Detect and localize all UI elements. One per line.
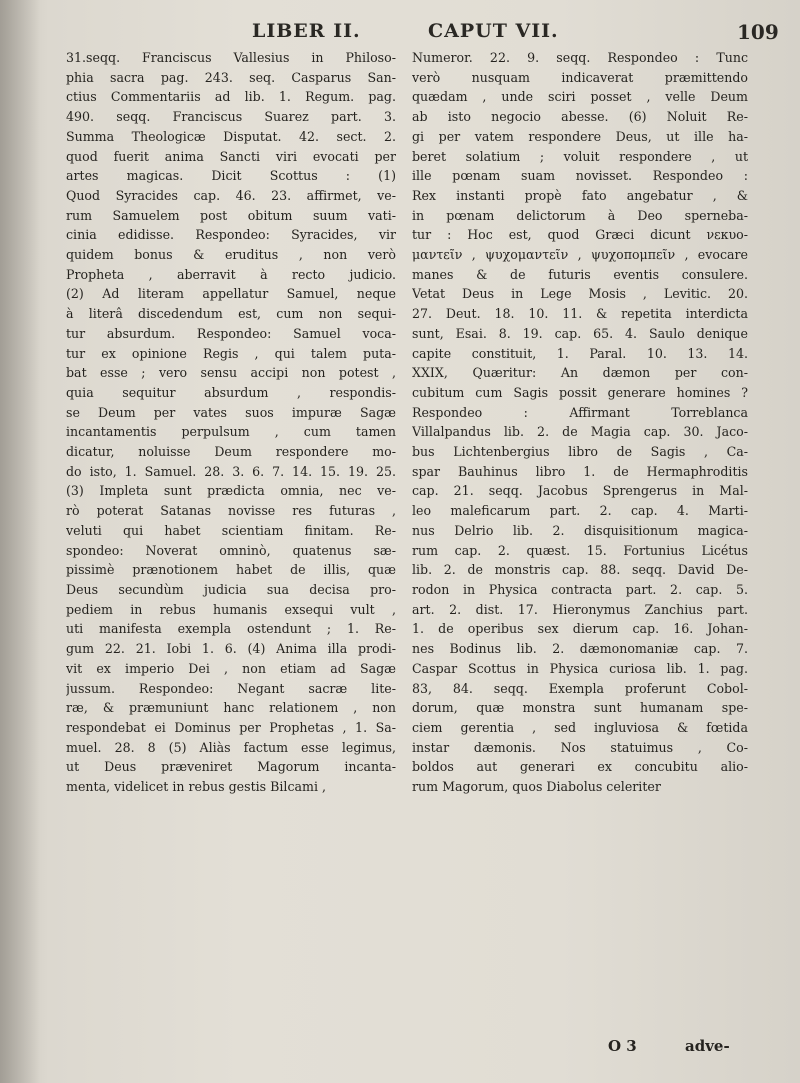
text-line: artes magicas. Dicit Scottus : (1): [66, 168, 396, 184]
text-line: bat esse ; vero sensu accipi non potest ,: [66, 365, 396, 381]
text-line: Rex instanti propè fato angebatur , &: [412, 187, 748, 203]
text-line: manes & de futuris eventis consulere.: [412, 266, 748, 282]
catchword: adve-: [685, 1037, 730, 1055]
text-line: quia sequitur absurdum , respondis-: [66, 384, 396, 400]
text-line: beret solatium ; voluit respondere , ut: [412, 148, 748, 164]
text-line: quidem bonus & eruditus , non verò: [66, 247, 396, 263]
text-line: (3) Impleta sunt prædicta omnia, nec ve-: [66, 483, 396, 499]
text-line: rum Magorum, quos Diabolus celeriter: [412, 779, 661, 795]
text-line: rò poterat Satanas novisse res futuras ,: [66, 503, 396, 519]
text-line: art. 2. dist. 17. Hieronymus Zanchius part.: [412, 601, 748, 617]
text-line: ille pœnam suam novisset. Respondeo :: [412, 168, 748, 184]
text-line: pediem in rebus humanis exsequi vult ,: [66, 601, 396, 617]
text-line: ab isto negocio abesse. (6) Noluit Re-: [412, 109, 748, 125]
text-line: 83, 84. seqq. Exempla proferunt Cobol-: [412, 680, 748, 696]
text-line: gum 22. 21. Iobi 1. 6. (4) Anima illa prodi-: [66, 641, 396, 657]
text-line: Vetat Deus in Lege Mosis , Levitic. 20.: [412, 286, 748, 302]
text-line: lib. 2. de monstris cap. 88. seqq. David De-: [412, 562, 748, 578]
text-line: ciem gerentia , sed ingluviosa & fœtida: [412, 719, 748, 735]
text-line: do isto, 1. Samuel. 28. 3. 6. 7. 14. 15. 19. 25.: [66, 463, 396, 479]
text-line: rum cap. 2. quæst. 15. Fortunius Licétus: [412, 542, 748, 558]
text-line: phia sacra pag. 243. seq. Casparus San-: [66, 69, 396, 85]
text-line: Deus secundùm judicia sua decisa pro-: [66, 581, 396, 597]
text-line: vit ex imperio Dei , non etiam ad Sagæ: [66, 660, 396, 676]
text-line: respondebat ei Dominus per Prophetas , 1. Sa-: [66, 719, 396, 735]
text-line: quædam , unde sciri posset , velle Deum: [412, 89, 748, 105]
text-line: Quod Syracides cap. 46. 23. affirmet, ve-: [66, 187, 396, 203]
text-line: Propheta , aberravit à recto judicio.: [66, 266, 396, 282]
text-line: uti manifesta exempla ostendunt ; 1. Re-: [66, 621, 396, 637]
text-line: bus Lichtenbergius libro de Sagis , Ca-: [412, 444, 748, 460]
text-line: pissimè prænotionem habet de illis, quæ: [66, 562, 396, 578]
text-line: Respondeo : Affirmant Torreblanca: [412, 404, 748, 420]
text-line: Caspar Scottus in Physica curiosa lib. 1. pag.: [412, 660, 748, 676]
text-line: rodon in Physica contracta part. 2. cap. 5.: [412, 581, 748, 597]
text-line: rum Samuelem post obitum suum vati-: [66, 207, 396, 223]
text-line: muel. 28. 8 (5) Aliàs factum esse legimus,: [66, 739, 396, 755]
text-line: in pœnam delictorum à Deo sperneba-: [412, 207, 748, 223]
text-line: instar dæmonis. Nos statuimus , Co-: [412, 739, 748, 755]
text-line: à literâ discedendum est, cum non sequi-: [66, 306, 396, 322]
text-line: dorum, quæ monstra sunt humanam spe-: [412, 700, 748, 716]
text-line: gi per vatem respondere Deus, ut ille ha-: [412, 128, 748, 144]
text-line: 31.seqq. Franciscus Vallesius in Philoso-: [66, 50, 396, 65]
binding-shadow: [0, 0, 40, 1083]
right-text-column: [412, 48, 748, 797]
text-line: cubitum cum Sagis possit generare homines ?: [412, 384, 748, 400]
text-line: 27. Deut. 18. 10. 11. & repetita interdicta: [412, 306, 748, 322]
text-line: spar Bauhinus libro 1. de Hermaphroditis: [412, 463, 748, 479]
text-line: tur absurdum. Respondeo: Samuel voca-: [66, 325, 396, 341]
text-line: capite constituit, 1. Paral. 10. 13. 14.: [412, 345, 748, 361]
left-text-column: [66, 48, 396, 797]
text-line: boldos aut generari ex concubitu alio-: [412, 759, 748, 775]
text-line: ctius Commentariis ad lib. 1. Regum. pag.: [66, 89, 396, 105]
text-line: leo maleficarum part. 2. cap. 4. Marti-: [412, 503, 748, 519]
text-line: ut Deus præveniret Magorum incanta-: [66, 759, 396, 775]
running-head-chapter: CAPUT VII.: [428, 20, 559, 42]
text-line: quod fuerit anima Sancti viri evocati per: [66, 148, 396, 164]
text-line: Summa Theologicæ Disputat. 42. sect. 2.: [66, 128, 396, 144]
text-line: Villalpandus lib. 2. de Magia cap. 30. Jaco-: [412, 424, 748, 440]
text-line: sunt, Esai. 8. 19. cap. 65. 4. Saulo denique: [412, 325, 748, 341]
text-line: verò nusquam indicaverat præmittendo: [412, 69, 748, 85]
text-line: Numeror. 22. 9. seqq. Respondeo : Tunc: [412, 50, 748, 65]
text-line: menta, videlicet in rebus gestis Bilcami ,: [66, 779, 326, 795]
text-line: 1. de operibus sex dierum cap. 16. Johan-: [412, 621, 748, 637]
text-line: (2) Ad literam appellatur Samuel, neque: [66, 286, 396, 302]
running-head-book: LIBER II.: [252, 20, 361, 42]
text-line: cinia edidisse. Respondeo: Syracides, vir: [66, 227, 396, 243]
text-line: incantamentis perpulsum , cum tamen: [66, 424, 396, 440]
text-line: jussum. Respondeo: Negant sacræ lite-: [66, 680, 396, 696]
text-line: spondeo: Noverat omninò, quatenus sæ-: [66, 542, 396, 558]
text-line: cap. 21. seqq. Jacobus Sprengerus in Mal-: [412, 483, 748, 499]
text-line: ræ, & præmuniunt hanc relationem , non: [66, 700, 396, 716]
page-number: 109: [737, 20, 779, 44]
text-line: tur ex opinione Regis , qui talem puta-: [66, 345, 396, 361]
text-line: XXIX, Quæritur: An dæmon per con-: [412, 365, 748, 381]
text-line: se Deum per vates suos impuræ Sagæ: [66, 404, 396, 420]
text-line: tur : Hoc est, quod Græci dicunt νεκυο-: [412, 227, 748, 243]
text-line: dicatur, noluisse Deum respondere mo-: [66, 444, 396, 460]
text-line: veluti qui habet scientiam finitam. Re-: [66, 522, 396, 538]
text-line: nus Delrio lib. 2. disquisitionum magica-: [412, 522, 748, 538]
text-line: nes Bodinus lib. 2. dæmonomaniæ cap. 7.: [412, 641, 748, 657]
signature-mark: O 3: [608, 1037, 637, 1055]
text-line: μαντεῖν , ψυχομαντεῖν , ψυχοπομπεῖν , evocare: [412, 247, 748, 263]
text-line: 490. seqq. Franciscus Suarez part. 3.: [66, 109, 396, 125]
